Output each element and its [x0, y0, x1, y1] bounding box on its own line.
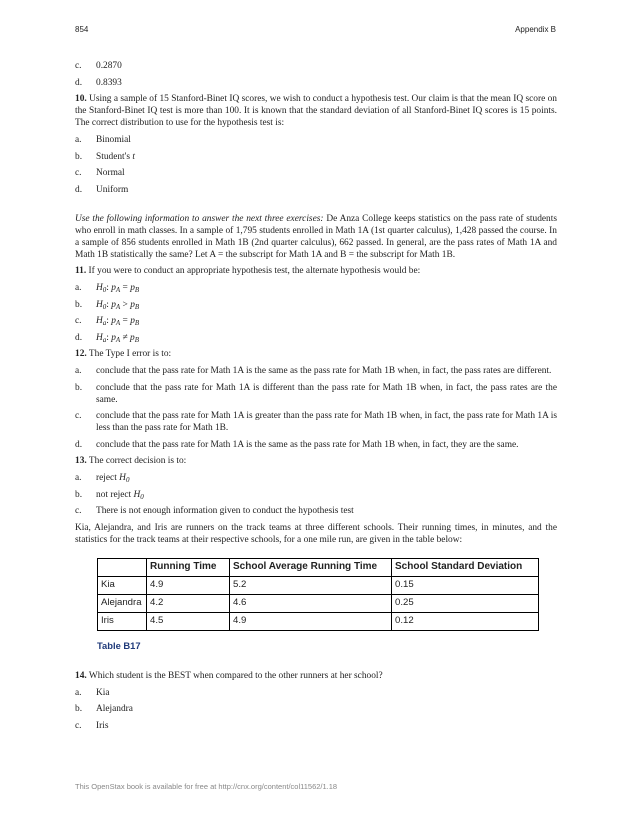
question-text: If you were to conduct an appropriate hypothesis test, the alternate hypothesis would be:: [88, 266, 421, 276]
option-item: c. conclude that the pass rate for Math 1A is greater than the pass rate for Math 1B when, in fact, the pass rate for Math 1A is less than the pass rate for Math 1B.: [75, 411, 557, 433]
question-number: 11.: [75, 266, 87, 276]
option-item: b. $H_0$: $p_A > p_B$: [75, 299, 140, 311]
table-cell: 4.5: [147, 612, 230, 630]
option-item: c. Iris: [75, 720, 109, 731]
question-14: [75, 670, 557, 682]
question-number: 13.: [75, 456, 87, 466]
q10-options: [75, 134, 557, 196]
table-cell: 5.2: [230, 576, 392, 594]
table-cell: 0.12: [392, 612, 539, 630]
table-row: [98, 612, 539, 630]
data-table: [97, 558, 539, 631]
page-footer: This OpenStax book is available for free at http://cnx.org/content/col11562/1.18: [75, 782, 338, 791]
q9-options: [75, 60, 557, 89]
option-item: b. Alejandra: [75, 704, 133, 714]
question-text: Which student is the BEST when compared to the other runners at her school?: [88, 670, 383, 681]
table-header-cell: Running Time: [147, 558, 230, 576]
section-title: Appendix B: [515, 25, 556, 34]
table-cell: Alejandra: [98, 594, 147, 612]
q12-options: [75, 365, 557, 451]
question-10: [75, 93, 557, 129]
question-text: Using a sample of 15 Stanford-Binet IQ scores, we wish to conduct a hypothesis test. Our claim is that the mean IQ score on the Stanford-Binet IQ test is more than 100. It is known that the standard deviation of all Stanford-Binet IQ scores is 15 points. The correct distribution to use for the hypothesis test is:: [75, 94, 557, 128]
option-item: c. 0.2870: [75, 61, 122, 71]
option-item: d. 0.8393: [75, 77, 122, 88]
option-item: d. $H_a$: $p_A \ne p_B$: [75, 332, 140, 344]
table-cell: 4.2: [147, 594, 230, 612]
page-number: 854: [75, 25, 89, 34]
question-text: The correct decision is to:: [88, 456, 187, 466]
table-cell: 4.6: [230, 594, 392, 612]
table-cell: 4.9: [147, 576, 230, 594]
table-cell: 0.15: [392, 576, 539, 594]
option-item: a. Binomial: [75, 135, 131, 145]
question-number: 12.: [75, 349, 87, 359]
option-item: a. $H_0$: $p_A = p_B$: [75, 283, 140, 294]
option-item: a. conclude that the pass rate for Math 1A is the same as the pass rate for Math 1B when, in fact, the pass rates are different.: [75, 366, 552, 376]
option-item: c. $H_a$: $p_A = p_B$: [75, 316, 140, 327]
table-caption: Table B17: [97, 639, 141, 651]
option-item: c. There is not enough information given to conduct the hypothesis test: [75, 506, 354, 516]
intro-lead: Use the following information to answer the next three exercises:: [75, 214, 324, 224]
option-item: b. not reject $H_0$: [75, 489, 144, 501]
intro-text: De Anza College keeps statistics on the pass rate of students who enroll in math classes. In a sample of 1,795 students enrolled in Math 1A (1st quarter calculus), 1,428 passed the course. In a sample of 856 students enrolled in Math 1B (2nd quarter calculus), 662 passed. In general, are the pass rates of Math 1A and Math 1B statistically the same? Let A = the subscript for Math 1A and B = the subscript for Math 1B.: [75, 214, 558, 260]
table-header-cell: School Standard Deviation: [392, 558, 539, 576]
table-row: [98, 594, 539, 612]
q11-options: [75, 282, 557, 344]
option-item: b. Student's t: [75, 151, 135, 162]
option-item: a. reject $H_0$: [75, 473, 130, 484]
q14-options: [75, 687, 557, 732]
table-header-cell: [98, 558, 147, 576]
option-item: a. Kia: [75, 687, 110, 698]
option-item: c. Normal: [75, 168, 125, 178]
runners-intro: Kia, Alejandra, and Iris are runners on the track teams at three different schools. Their running times, in minutes, and the statistics for the track teams at their respective schools, for a one mile run, are given in the table below:: [75, 522, 557, 545]
question-number: 14.: [75, 670, 87, 681]
question-number: 10.: [75, 94, 87, 104]
q13-options: [75, 472, 557, 517]
table-header-cell: School Average Running Time: [230, 558, 392, 576]
table-row: [98, 576, 539, 594]
table-cell: Kia: [98, 576, 147, 594]
question-13: [75, 455, 557, 467]
table-cell: 4.9: [230, 612, 392, 630]
exercise-intro: [75, 213, 557, 261]
table-header-row: [98, 558, 539, 576]
table-cell: Iris: [98, 612, 147, 630]
question-12: [75, 348, 557, 360]
option-item: d. Uniform: [75, 184, 129, 195]
table-cell: 0.25: [392, 594, 539, 612]
question-11: [75, 265, 557, 277]
option-item: b. conclude that the pass rate for Math 1A is different than the pass rate for Math 1B when, in fact, the pass rates are the same.: [75, 382, 557, 405]
option-item: d. conclude that the pass rate for Math 1A is the same as the pass rate for Math 1B when, in fact, they are the same.: [75, 439, 519, 450]
question-text: The Type I error is to:: [88, 349, 172, 359]
page-content: [75, 60, 557, 736]
